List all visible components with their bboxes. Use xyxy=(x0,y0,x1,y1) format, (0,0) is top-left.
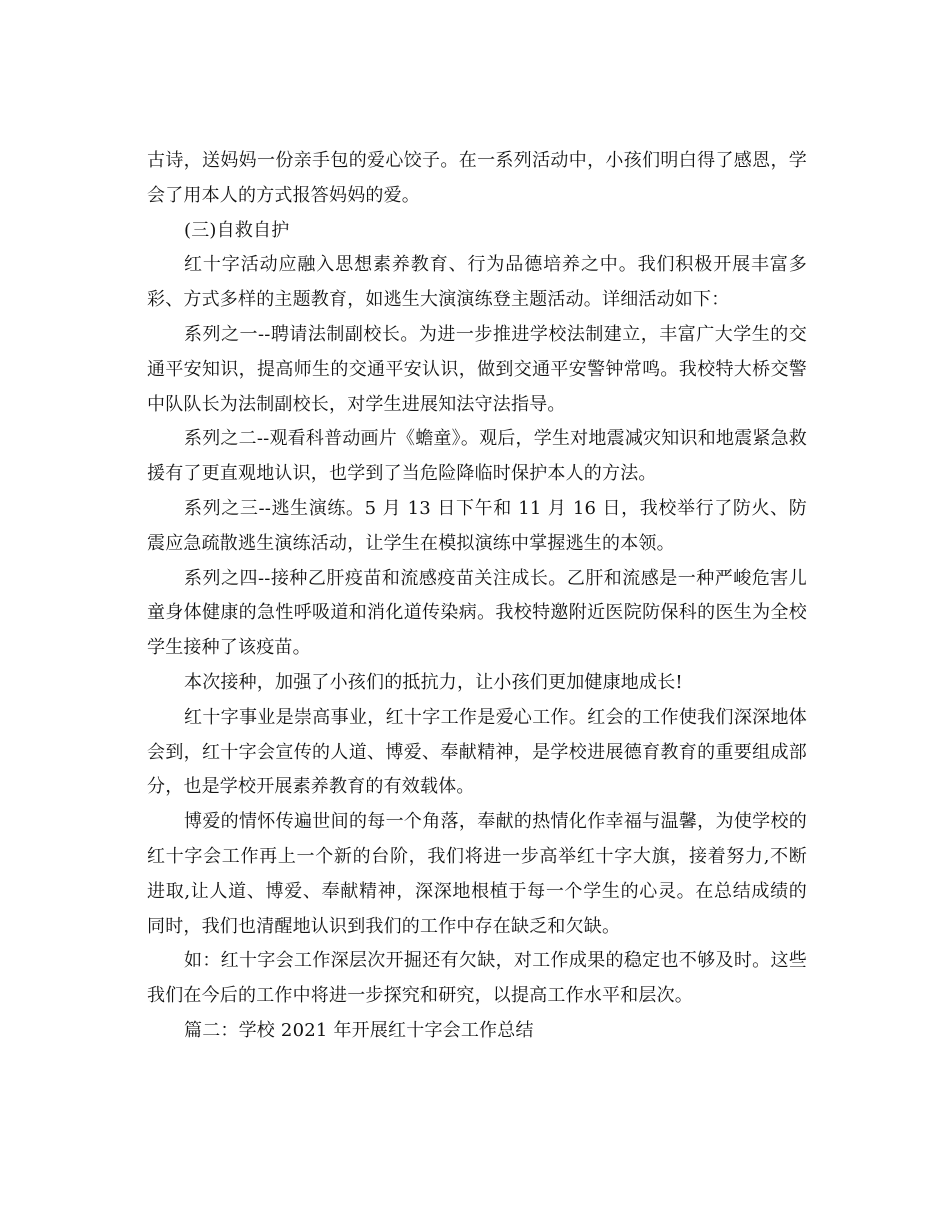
paragraph: 古诗，送妈妈一份亲手包的爱心饺子。在一系列活动中，小孩们明白得了感恩，学会了用本人的方式报答妈妈的爱。 xyxy=(147,150,807,206)
paragraph: 系列之三--逃生演练。5 月 13 日下午和 11 月 16 日，我校举行了防火、防震应急疏散逃生演练活动，让学生在模拟演练中掌握逃生的本领。 xyxy=(147,497,807,554)
section-heading: (三)自救自护 xyxy=(184,219,290,241)
paragraph: 系列之一--聘请法制副校长。为进一步推进学校法制建立，丰富广大学生的交通平安知识，提高师生的交通平安认识，做到交通平安警钟常鸣。我校特大桥交警中队队长为法制副校长，对学生进展知法守法指导。 xyxy=(147,323,807,415)
paragraph: 本次接种，加强了小孩们的抵抗力，让小孩们更加健康地成长! xyxy=(184,671,683,693)
paragraph: 系列之二--观看科普动画片《蟾童》。观后，学生对地震减灾知识和地震紧急救援有了更直观地认识，也学到了当危险降临时保护本人的方法。 xyxy=(147,428,807,485)
article-title: 篇二：学校 2021 年开展红十字会工作总结 xyxy=(184,1019,534,1041)
paragraph: 如：红十字会工作深层次开掘还有欠缺，对工作成果的稳定也不够及时。这些我们在今后的工作中将进一步探究和研究，以提高工作水平和层次。 xyxy=(147,950,807,1007)
paragraph: 系列之四--接种乙肝疫苗和流感疫苗关注成长。乙肝和流感是一种严峻危害儿童身体健康的急性呼吸道和消化道传染病。我校特邀附近医院防保科的医生为全校学生接种了该疫苗。 xyxy=(147,567,807,659)
paragraph: 红十字活动应融入思想素养教育、行为品德培养之中。我们积极开展丰富多彩、方式多样的主题教育，如逃生大演演练登主题活动。详细活动如下： xyxy=(147,254,807,311)
document-body xyxy=(147,144,807,1049)
paragraph: 博爱的情怀传遍世间的每一个角落，奉献的热情化作幸福与温馨，为使学校的红十字会工作再上一个新的台阶，我们将进一步高举红十字大旗，接着努力,不断进取,让人道、博爱、奉献精神，深深地根植于每一个学生的心灵。在总结成绩的同时，我们也清醒地认识到我们的工作中存在缺乏和欠缺。 xyxy=(147,811,807,937)
paragraph: 红十字事业是崇高事业，红十字工作是爱心工作。红会的工作使我们深深地体会到，红十字会宣传的人道、博爱、奉献精神，是学校进展德育教育的重要组成部分，也是学校开展素养教育的有效载体。 xyxy=(147,706,807,798)
